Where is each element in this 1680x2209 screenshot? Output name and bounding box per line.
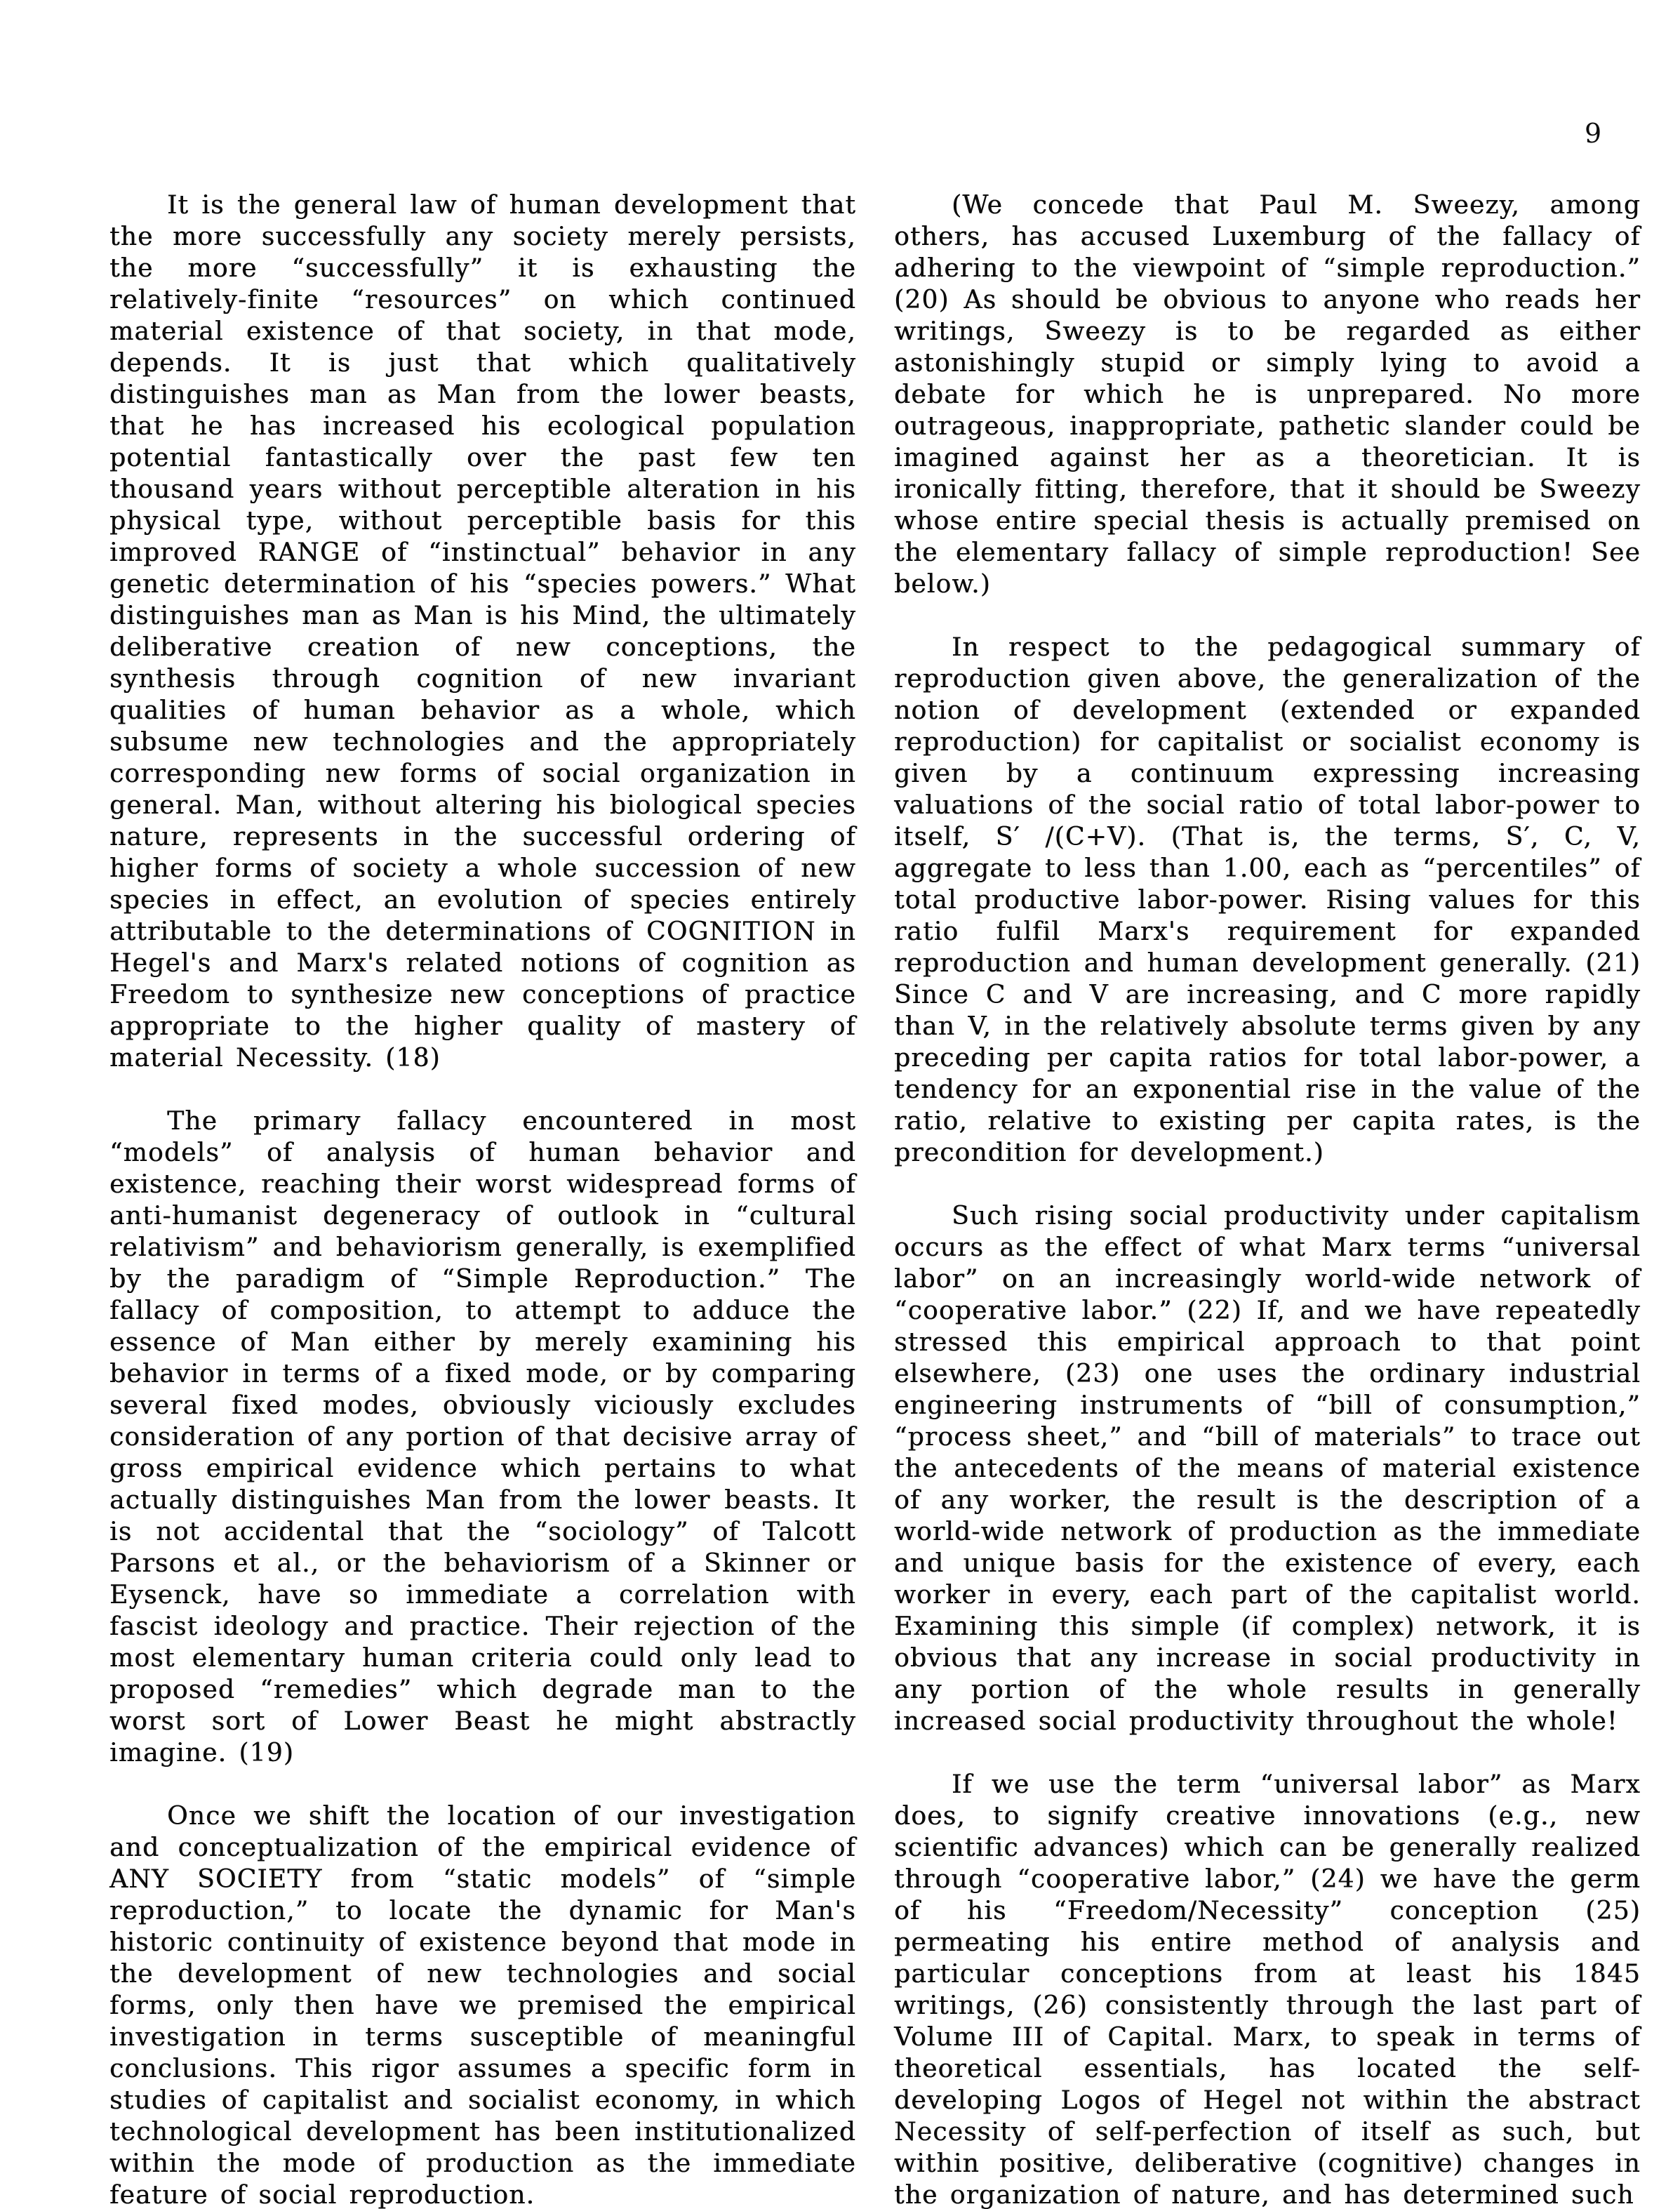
paragraph: In respect to the pedagogical summary of reproduction given above, the generalization of the notion of development (extended or expanded reproduction) for capitalist or socialist economy is given by a continuum expressing increasing valuations of the social ratio of total labor-power to itself, S′ /(C+V). (That is, the terms, S′, C, V, aggregate to less than 1.00, each as “percentiles” of total productive labor-power. Rising values for this ratio fulfil Marx's requirement for expanded reproduction and human development generally. (21) Since C and V are increasing, and C more rapidly than V, in the relatively absolute terms given by any preceding per capita ratios for total labor-power, a tendency for an exponential rise in the value of the ratio, relative to existing per capita rates, is the precondition for development.) xyxy=(894,633,1641,1167)
paragraph: The primary fallacy encountered in most “models” of analysis of human behavior and existence, reaching their worst widespread forms of anti-humanist degeneracy of outlook in “cultural relativism” and behaviorism generally, is exemplified by the paradigm of “Simple Reproduction.” The fallacy of composition, to attempt to adduce the essence of Man either by merely examining his behavior in terms of a fixed mode, or by comparing several fixed modes, obviously viciously excludes consideration of any portion of that decisive array of gross empirical evidence which pertains to what actually distinguishes Man from the lower beasts. It is not accidental that the “sociology” of Talcott Parsons et al., or the behaviorism of a Skinner or Eysenck, have so immediate a correlation with fascist ideology and practice. Their rejection of the most elementary human criteria could only lead to proposed “remedies” which degrade man to the worst sort of Lower Beast he might abstractly imagine. (19) xyxy=(109,1107,856,1767)
paragraph: It is the general law of human development that the more successfully any society merely persists, the more “successfully” it is exhausting the relatively-finite “resources” on which continued material existence of that society, in that mode, depends. It is just that which qualitatively distinguishes man as Man from the lower beasts, that he has increased his ecological population potential fantastically over the past few ten thousand years without perceptible alteration in his physical type, without perceptible basis for this improved RANGE of “instinctual” behavior in any genetic determination of his “species powers.” What distinguishes man as Man is his Mind, the ultimately deliberative creation of new conceptions, the synthesis through cognition of new invariant qualities of human behavior as a whole, which subsume new technologies and the appropriately corresponding new forms of social organization in general. Man, without altering his biological species nature, represents in the successful ordering of higher forms of society a whole succession of new species in effect, an evolution of species entirely attributable to the determinations of COGNITION in Hegel's and Marx's related notions of cognition as Freedom to synthesize new conceptions of practice appropriate to the higher quality of mastery of material Necessity. (18) xyxy=(109,191,856,1073)
paragraph: If we use the term “universal labor” as Marx does, to signify creative innovations (e.g., new scientific advances) which can be generally realized through “cooperative labor,” (24) we have the germ of his “Freedom/Necessity” conception (25) permeating his entire method of analysis and particular conceptions from at least his 1845 writings, (26) consistently through the last part of Volume III of Capital. Marx, to speak in terms of theoretical essentials, has located the self-developing Logos of Hegel not within the abstract Necessity of self-perfection of itself as such, but within positive, deliberative (cognitive) changes in the organization of nature, and has determined such xyxy=(894,1770,1641,2209)
page-number: 9 xyxy=(1585,118,1603,149)
paragraph: Once we shift the location of our investigation and conceptualization of the empirical evidence of ANY SOCIETY from “static models” of “simple reproduction,” to locate the dynamic for Man's historic continuity of existence beyond that mode in the development of new technologies and social forms, only then have we premised the empirical investigation in terms susceptible of meaningful conclusions. This rigor assumes a specific form in studies of capitalist and socialist economy, in which technological development has been institutionalized within the mode of production as the immediate feature of social reproduction. xyxy=(109,1802,856,2209)
paragraph: (We concede that Paul M. Sweezy, among others, has accused Luxemburg of the fallacy of adhering to the viewpoint of “simple reproduction.” (20) As should be obvious to anyone who reads her writings, Sweezy is to be regarded as either astonishingly stupid or simply lying to avoid a debate for which he is unprepared. No more outrageous, inappropriate, pathetic slander could be imagined against her as a theoretician. It is ironically fitting, therefore, that it should be Sweezy whose entire special thesis is actually premised on the elementary fallacy of simple reproduction! See below.) xyxy=(894,191,1641,599)
right-column xyxy=(894,190,1641,2209)
paragraph: Such rising social productivity under capitalism occurs as the effect of what Marx terms “universal labor” on an increasingly world-wide network of “cooperative labor.” (22) If, and we have repeatedly stressed this empirical approach to that point elsewhere, (23) one uses the ordinary industrial engineering instruments of “bill of consumption,” “process sheet,” and “bill of materials” to trace out the antecedents of the means of material existence of any worker, the result is the description of a world-wide network of production as the immediate and unique basis for the existence of every, each worker in every, each part of the capitalist world. Examining this simple (if complex) network, it is obvious that any increase in social productivity in any portion of the whole results in generally increased social productivity throughout the whole! xyxy=(894,1202,1641,1736)
left-column xyxy=(109,190,856,2209)
